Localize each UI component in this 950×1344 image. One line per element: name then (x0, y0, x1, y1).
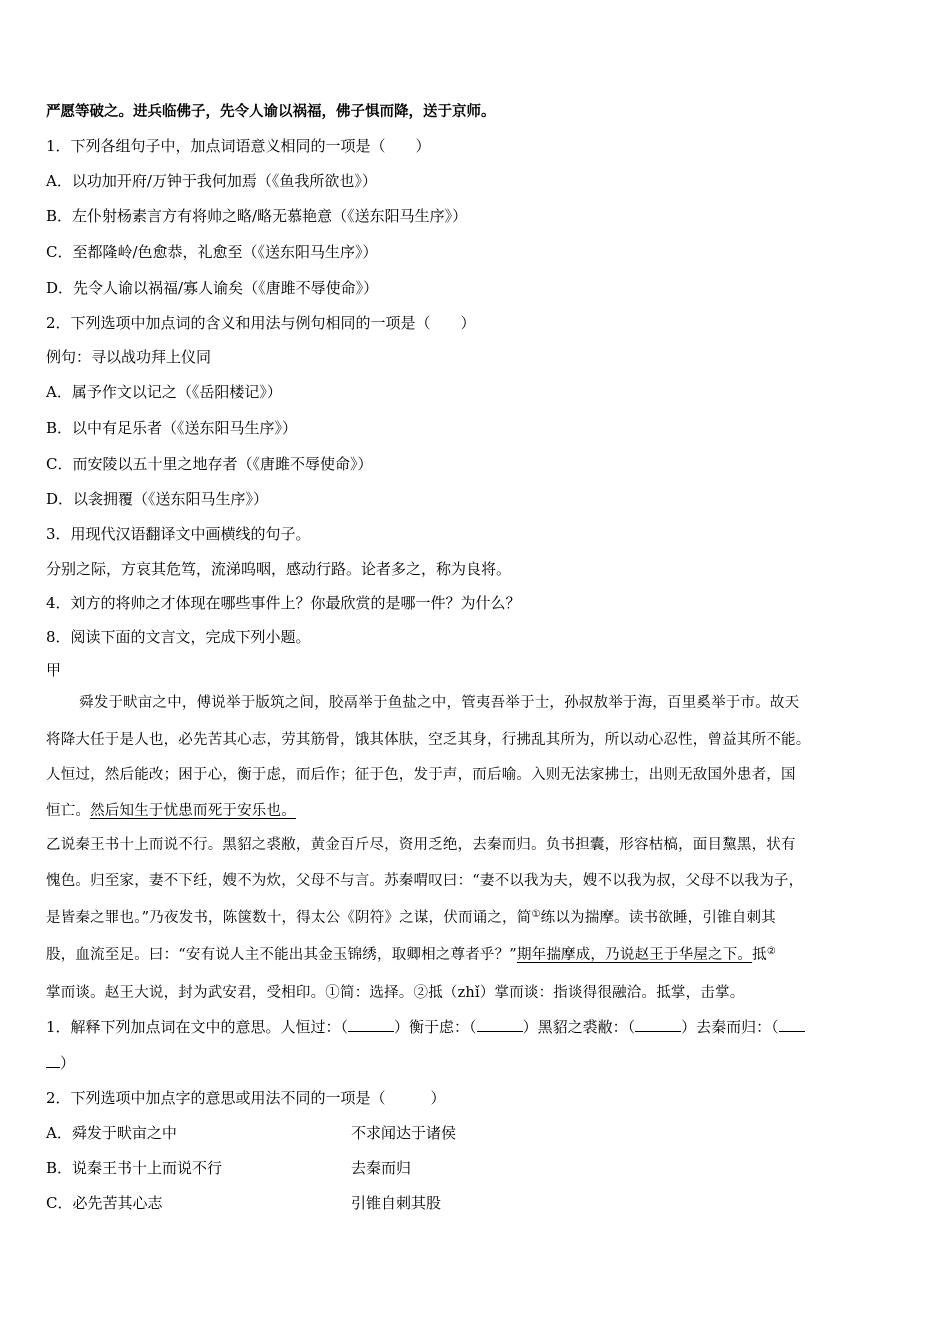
option-d: D．以衾拥覆（《送东阳马生序》） (46, 490, 269, 508)
option-d: D．先令人谕以祸福/寡人谕矣（《唐雎不辱使命》） (46, 279, 379, 297)
question-text: ）衡于虑：（ (394, 1018, 477, 1036)
passage-text: 抵 (752, 947, 767, 963)
footnote-marker: ① (531, 909, 541, 920)
option-b-left: B．说秦王书十上而说不行 (46, 1159, 223, 1177)
passage-jia-line: 舜发于畎亩之中，傅说举于版筑之间，胶鬲举于鱼盐之中，管夷吾举于士，孙叔敖举于海，百里奚举于市。故天 (79, 695, 800, 711)
option-b: B．左仆射杨素言方有将帅之略/略无慕艳意（《送东阳马生序》） (46, 207, 468, 225)
option-a-left: A．舜发于畎亩之中 (46, 1124, 177, 1142)
option-c: C．而安陵以五十里之地存者（《唐雎不辱使命》） (46, 455, 373, 473)
footnote-marker: ② (766, 946, 777, 957)
question-text: 1．解释下列加点词在文中的意思。人恒过：（ (46, 1018, 349, 1036)
question-text: ）黑貂之裘敝：（ (522, 1018, 636, 1036)
option-b: B．以中有足乐者（《送东阳马生序》） (46, 419, 298, 437)
question-1-explain-cont (46, 1053, 75, 1073)
question-text: ）去秦而归：（ (681, 1018, 779, 1036)
passage-yi-line: 掌而谈。赵王大说，封为武安君，受相印。①简：选择。②抵（zhǐ）掌而谈：指谈得很融洽。抵掌，击掌。 (46, 985, 745, 1001)
answer-blank[interactable] (477, 1031, 523, 1032)
answer-blank[interactable] (635, 1031, 681, 1032)
translation-sentence: 分别之际，方哀其危笃，流涕呜咽，感动行路。论者多之，称为良将。 (46, 560, 512, 578)
passage-jia-line: 将降大任于是人也，必先苦其心志，劳其筋骨，饿其体肤，空乏其身，行拂乱其所为，所以动心忍性，曾益其所不能。 (46, 732, 811, 748)
answer-blank[interactable] (779, 1031, 805, 1032)
option-b-right: 去秦而归 (351, 1159, 412, 1177)
passage-text: 是皆秦之罪也。”乃夜发书，陈箧数十，得太公《阴符》之谋，伏而诵之，简 (46, 910, 532, 926)
passage-jia-line: 人恒过，然后能改；困于心，衡于虑，而后作；征于色，发于声，而后喻。入则无法家拂士，出则无敌国外患者，国 (46, 767, 796, 783)
option-a-right: 不求闻达于诸侯 (351, 1124, 457, 1142)
passage-text: 恒亡。 (46, 803, 91, 819)
passage-yi-line (46, 945, 776, 965)
question-2: 2．下列选项中加点词的含义和用法与例句相同的一项是（ ） (46, 314, 476, 332)
text-line: 严愿等破之。进兵临佛子，先令人谕以祸福，佛子惧而降，送于京师。 (46, 103, 496, 120)
option-c-right: 引锥自刺其股 (351, 1194, 442, 1212)
option-a: A．属予作文以记之（《岳阳楼记》） (46, 383, 282, 401)
passage-jia-label: 甲 (46, 661, 62, 679)
example-sentence: 例句：寻以战功拜上仪同 (46, 348, 212, 366)
passage-text: 股，血流至足。曰：“安有说人主不能出其金玉锦绣，取卿相之尊者乎？” (46, 947, 517, 963)
question-1: 1．下列各组句子中，加点词语意义相同的一项是（ ） (46, 137, 431, 155)
passage-yi-line (46, 908, 776, 928)
question-1-explain (46, 1017, 805, 1037)
question-4: 4．刘方的将帅之才体现在哪些事件上？你最欣赏的是哪一件？为什么？ (46, 594, 521, 612)
answer-blank[interactable] (348, 1031, 394, 1032)
underlined-sentence: 期年揣摩成，乃说赵王于华屋之下。 (516, 947, 753, 963)
underlined-sentence: 然后知生于忧患而死于安乐也。 (90, 803, 296, 819)
option-a: A．以功加开府/万钟于我何加焉（《鱼我所欲也》） (46, 172, 377, 190)
passage-yi-line: 愧色。归至家，妻不下纴，嫂不为炊，父母不与言。苏秦喟叹曰：“妻不以我为夫，嫂不以我为叔，父母不以我为子， (46, 873, 804, 889)
passage-jia-line (46, 801, 296, 821)
answer-blank[interactable] (46, 1067, 60, 1068)
option-c-left: C．必先苦其心志 (46, 1194, 163, 1212)
question-3: 3．用现代汉语翻译文中画横线的句子。 (46, 525, 311, 543)
option-c: C．至都隆岭/色愈恭，礼愈至（《送东阳马生序》） (46, 243, 378, 261)
question-2-choice: 2．下列选项中加点字的意思或用法不同的一项是（ ） (46, 1089, 446, 1107)
passage-yi-line: 乙说秦王书十上而说不行。黑貂之裘敝，黄金百斤尽，资用乏绝，去秦而归。负书担囊，形容枯槁，面目黧黑，状有 (46, 837, 796, 853)
section-8-heading: 8．阅读下面的文言文，完成下列小题。 (46, 628, 311, 646)
passage-text: 练以为揣摩。读书欲睡，引锥自刺其 (540, 910, 776, 926)
question-text: ） (60, 1054, 76, 1072)
